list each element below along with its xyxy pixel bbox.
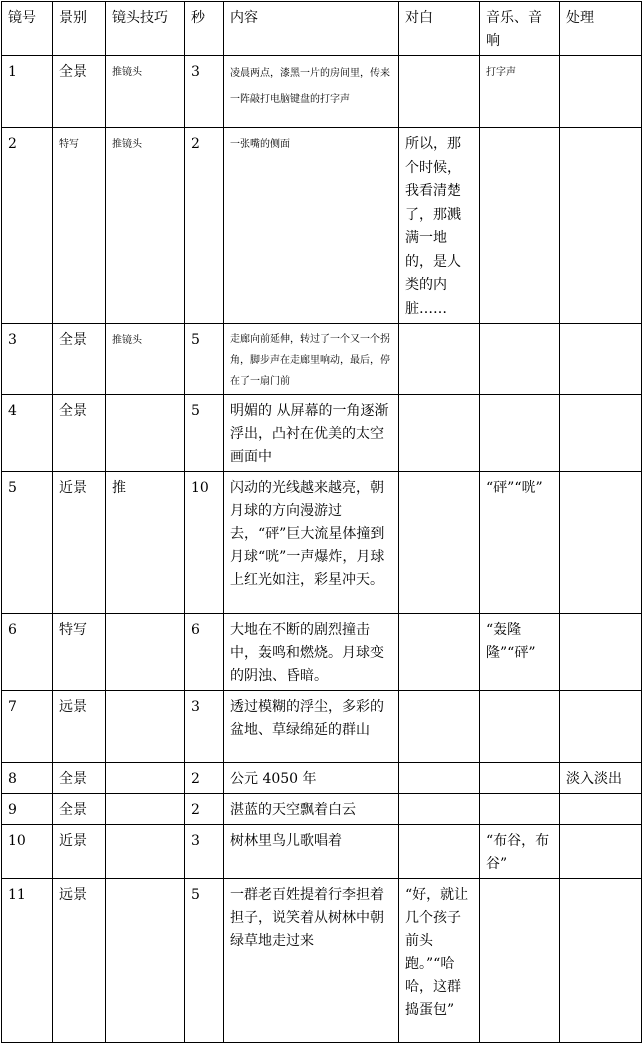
camera-technique: 推镜头	[106, 56, 185, 128]
shot-number: 7	[2, 691, 53, 763]
shot-number: 1	[2, 56, 53, 128]
dialogue: “好，就让几个孩子前头跑。”“哈哈，这群捣蛋包”	[399, 879, 480, 1043]
camera-technique: 推	[106, 472, 185, 614]
shot-number: 11	[2, 879, 53, 1043]
shot-content: 湛蓝的天空飘着白云	[224, 794, 399, 825]
duration-seconds: 10	[185, 472, 224, 614]
duration-seconds: 5	[185, 395, 224, 472]
music-sound	[480, 324, 560, 395]
shot-scale: 全景	[53, 763, 106, 794]
processing	[560, 794, 642, 825]
processing	[560, 614, 642, 691]
table-row	[2, 691, 642, 763]
music-sound	[480, 879, 560, 1043]
duration-seconds: 2	[185, 128, 224, 324]
duration-seconds: 3	[185, 56, 224, 128]
dialogue: 所以，那个时候，我看清楚了，那溅满一地的，是人类的内脏……	[399, 128, 480, 324]
shot-scale: 全景	[53, 794, 106, 825]
shot-number: 2	[2, 128, 53, 324]
header-cell: 镜头技巧	[106, 2, 185, 56]
dialogue	[399, 691, 480, 763]
shot-content: 一群老百姓提着行李担着担子，说笑着从树林中朝绿草地走过来	[224, 879, 399, 1043]
music-sound	[480, 763, 560, 794]
camera-technique	[106, 825, 185, 879]
table-row	[2, 825, 642, 879]
dialogue	[399, 395, 480, 472]
music-sound	[480, 128, 560, 324]
processing	[560, 324, 642, 395]
table-row	[2, 614, 642, 691]
table-row	[2, 763, 642, 794]
storyboard-table	[1, 1, 642, 1043]
shot-scale: 全景	[53, 56, 106, 128]
table-row	[2, 128, 642, 324]
camera-technique	[106, 794, 185, 825]
shot-scale: 特写	[53, 128, 106, 324]
camera-technique: 推镜头	[106, 128, 185, 324]
processing	[560, 472, 642, 614]
shot-content: 凌晨两点，漆黑一片的房间里，传来一阵敲打电脑键盘的打字声	[224, 56, 399, 128]
dialogue	[399, 472, 480, 614]
table-header-row	[2, 2, 642, 56]
shot-scale: 近景	[53, 825, 106, 879]
shot-scale: 远景	[53, 879, 106, 1043]
table-row	[2, 395, 642, 472]
processing	[560, 825, 642, 879]
duration-seconds: 3	[185, 825, 224, 879]
duration-seconds: 5	[185, 324, 224, 395]
header-cell: 音乐、音响	[480, 2, 560, 56]
shot-number: 5	[2, 472, 53, 614]
duration-seconds: 2	[185, 794, 224, 825]
camera-technique	[106, 763, 185, 794]
table-row	[2, 56, 642, 128]
processing	[560, 395, 642, 472]
processing	[560, 128, 642, 324]
music-sound	[480, 691, 560, 763]
shot-number: 9	[2, 794, 53, 825]
header-cell: 镜号	[2, 2, 53, 56]
shot-number: 3	[2, 324, 53, 395]
dialogue	[399, 794, 480, 825]
header-cell: 处理	[560, 2, 642, 56]
header-cell: 景别	[53, 2, 106, 56]
music-sound	[480, 794, 560, 825]
shot-scale: 远景	[53, 691, 106, 763]
processing	[560, 691, 642, 763]
table-row	[2, 472, 642, 614]
shot-content: 明媚的 从屏幕的一角逐渐浮出，凸衬在优美的太空画面中	[224, 395, 399, 472]
shot-scale: 特写	[53, 614, 106, 691]
shot-content: 树林里鸟儿歌唱着	[224, 825, 399, 879]
shot-content: 一张嘴的侧面	[224, 128, 399, 324]
shot-content: 公元 4050 年	[224, 763, 399, 794]
music-sound: 打字声	[480, 56, 560, 128]
shot-scale: 近景	[53, 472, 106, 614]
music-sound: “轰隆隆”“砰”	[480, 614, 560, 691]
camera-technique	[106, 614, 185, 691]
dialogue	[399, 324, 480, 395]
music-sound	[480, 395, 560, 472]
duration-seconds: 5	[185, 879, 224, 1043]
dialogue	[399, 825, 480, 879]
processing	[560, 56, 642, 128]
header-cell: 内容	[224, 2, 399, 56]
header-cell: 对白	[399, 2, 480, 56]
shot-number: 8	[2, 763, 53, 794]
music-sound: “砰”“咣”	[480, 472, 560, 614]
table-row	[2, 324, 642, 395]
processing	[560, 879, 642, 1043]
duration-seconds: 3	[185, 691, 224, 763]
table-row	[2, 879, 642, 1043]
shot-content: 走廊向前延伸，转过了一个又一个拐角，脚步声在走廊里响动，最后，停在了一扇门前	[224, 324, 399, 395]
shot-content: 透过模糊的浮尘，多彩的盆地、草绿绵延的群山	[224, 691, 399, 763]
shot-number: 10	[2, 825, 53, 879]
dialogue	[399, 614, 480, 691]
dialogue	[399, 56, 480, 128]
duration-seconds: 2	[185, 763, 224, 794]
camera-technique	[106, 395, 185, 472]
dialogue	[399, 763, 480, 794]
duration-seconds: 6	[185, 614, 224, 691]
shot-content: 闪动的光线越来越亮，朝月球的方向漫游过去，“砰”巨大流星体撞到月球“咣”一声爆炸，月球上红光如注，彩星冲天。	[224, 472, 399, 614]
shot-number: 4	[2, 395, 53, 472]
shot-content: 大地在不断的剧烈撞击中，轰鸣和燃烧。月球变的阴浊、昏暗。	[224, 614, 399, 691]
processing: 淡入淡出	[560, 763, 642, 794]
camera-technique	[106, 879, 185, 1043]
music-sound: “布谷，布谷”	[480, 825, 560, 879]
camera-technique: 推镜头	[106, 324, 185, 395]
table-row	[2, 794, 642, 825]
shot-scale: 全景	[53, 324, 106, 395]
shot-number: 6	[2, 614, 53, 691]
shot-scale: 全景	[53, 395, 106, 472]
camera-technique	[106, 691, 185, 763]
header-cell: 秒	[185, 2, 224, 56]
